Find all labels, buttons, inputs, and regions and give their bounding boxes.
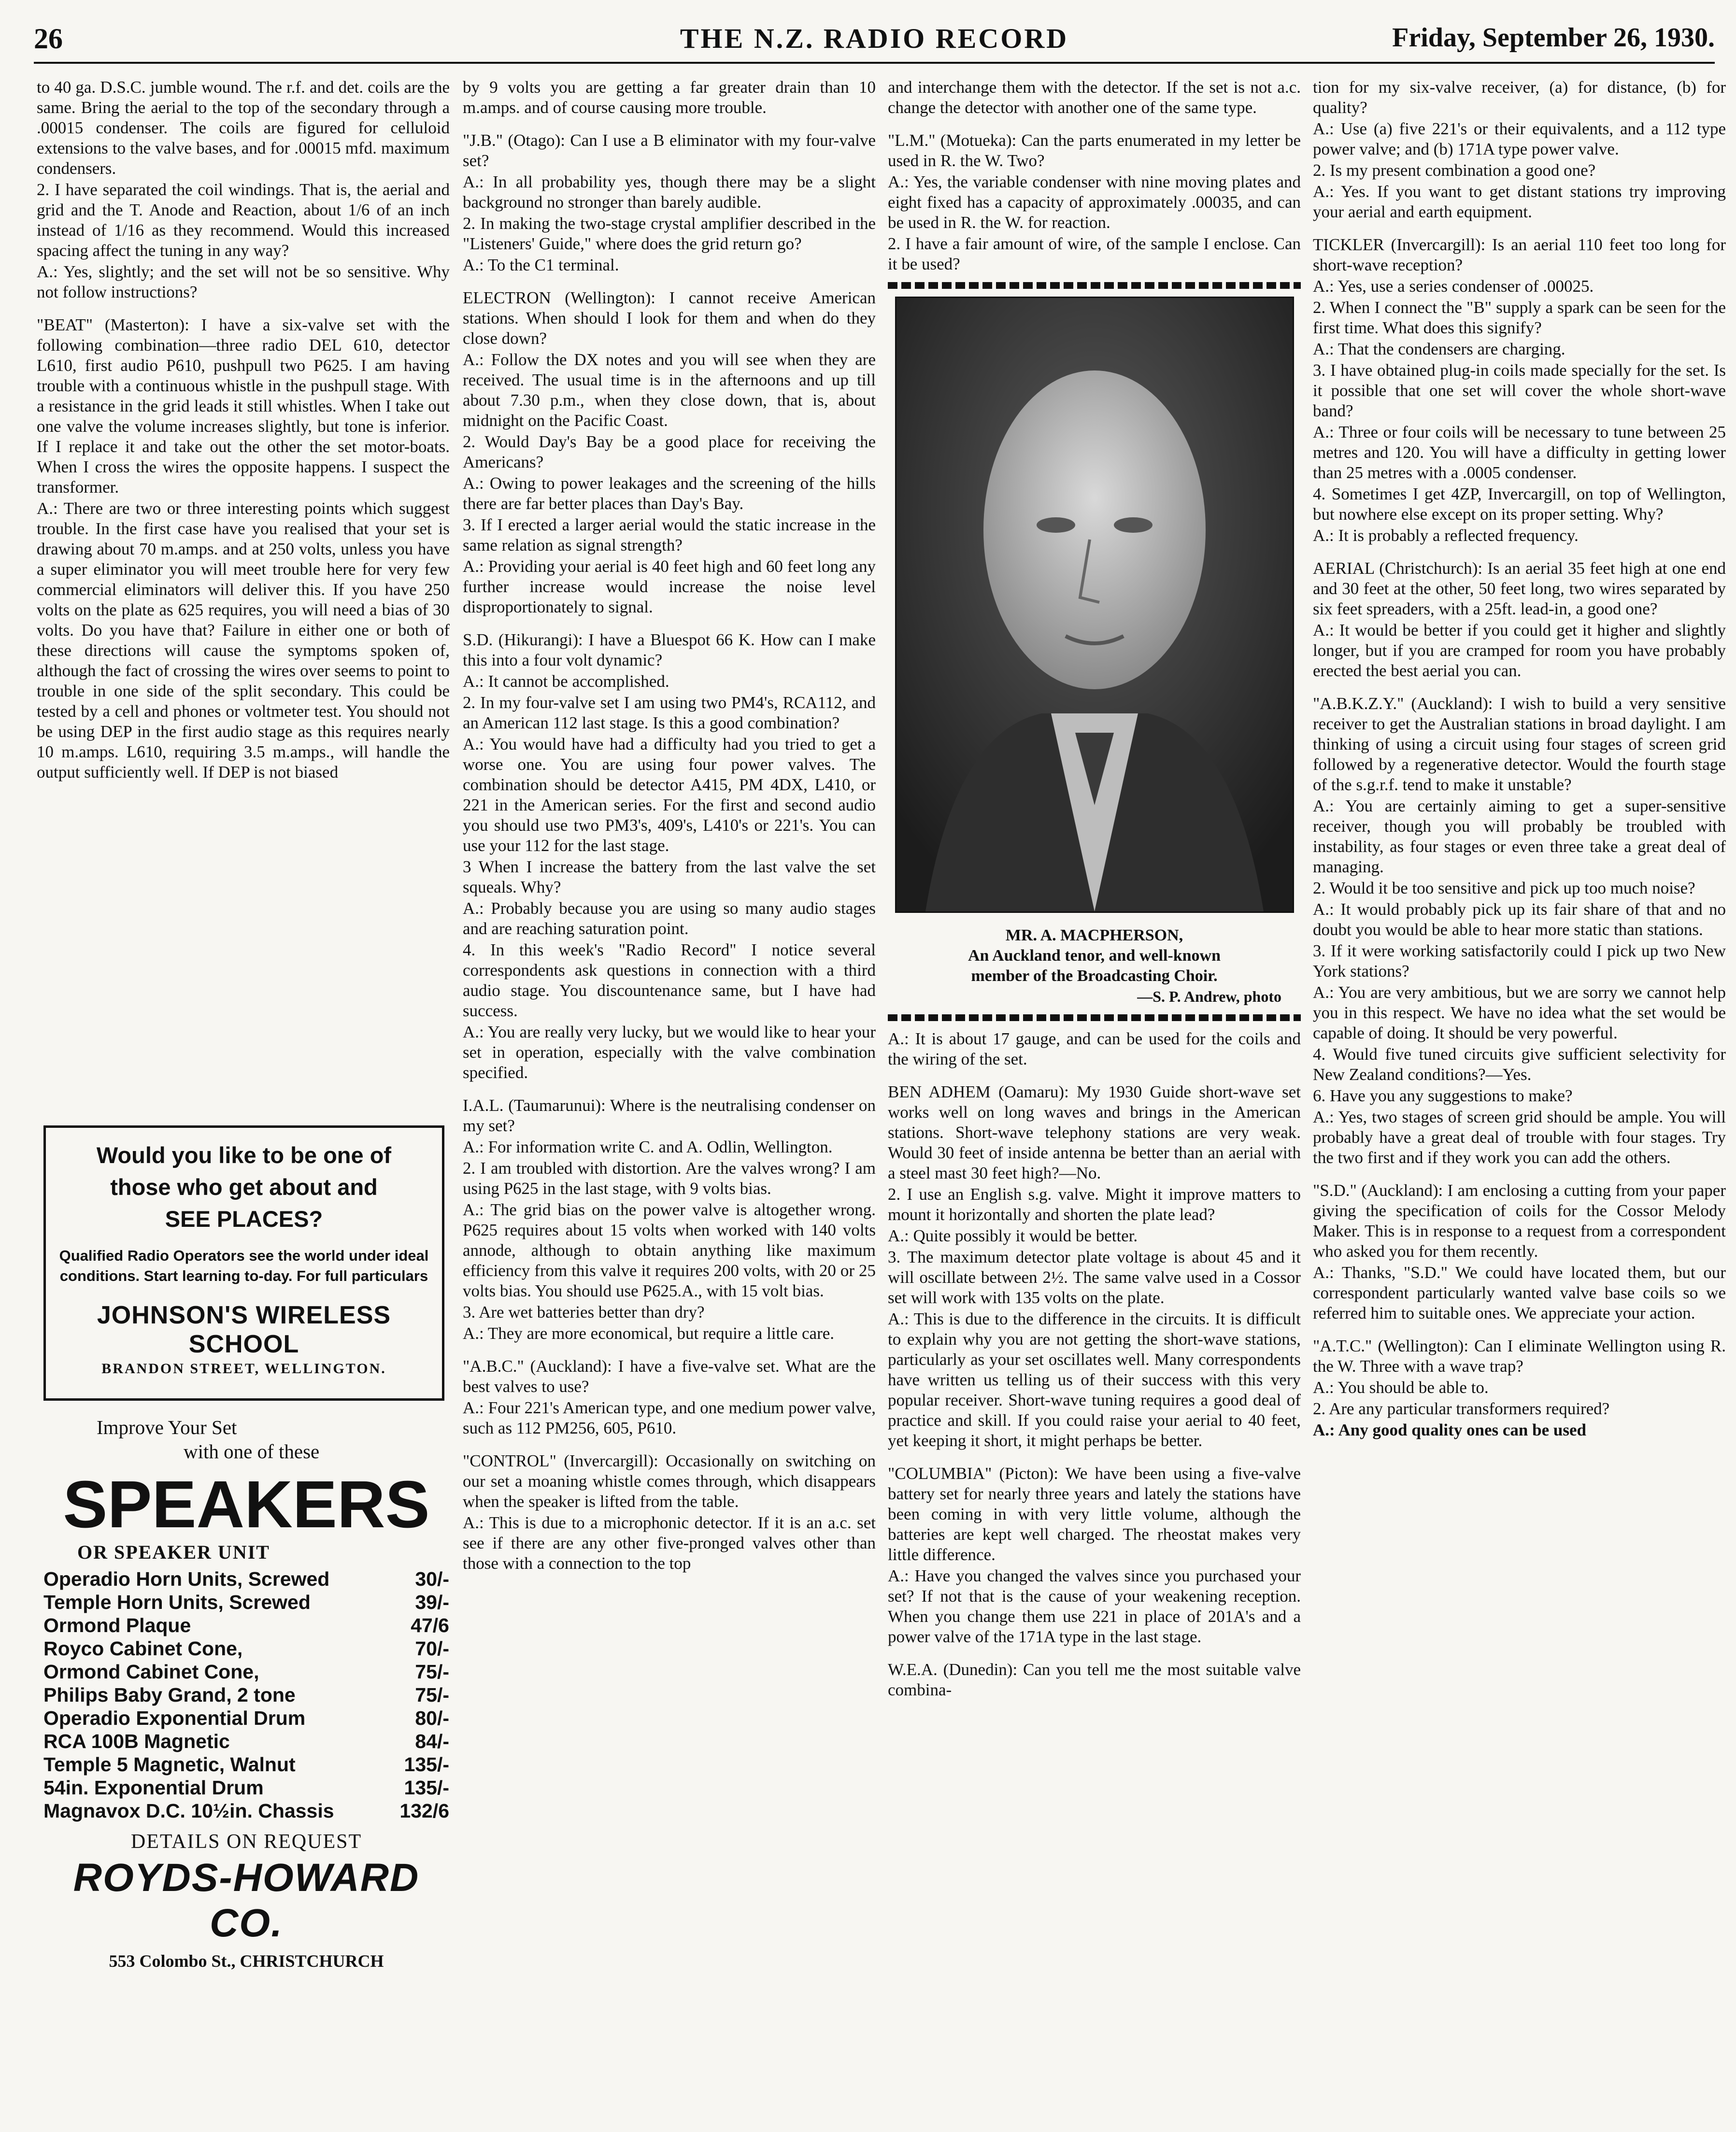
letter-sd-auckland: "S.D." (Auckland): I am enclosing a cutting from your paper giving the specification of coils for the Cossor Melody Maker. This is in response to a request from a correspondent who asked you for them recently. — [1313, 1181, 1726, 1261]
ornamental-rule — [888, 282, 1301, 289]
price-item: Ormond Plaque 47/6 — [43, 1614, 449, 1636]
question: 3. I have obtained plug-in coils made specially for the set. Is it possible that one set will cover the whole short-wave band? — [1313, 361, 1726, 420]
price-item: Temple 5 Magnetic, Walnut 135/- — [43, 1753, 449, 1776]
question: 3. Are wet batteries better than dry? — [463, 1303, 705, 1322]
price-item: 54in. Exponential Drum 135/- — [43, 1777, 449, 1799]
answer: A.: Thanks, "S.D." We could have located them, but our correspondent particularly wanted valve base coils so we referred him to suitable ones. We appreciate your action. — [1313, 1263, 1726, 1322]
headline-line-3: SEE PLACES? — [165, 1206, 323, 1232]
page-number: 26 — [34, 23, 63, 55]
question: 3. If it were working satisfactorily could I pick up two New York stations? — [1313, 941, 1726, 981]
answer: A.: Quite possibly it would be better. — [888, 1226, 1138, 1245]
photo-credit: —S. P. Andrew, photo — [1137, 988, 1281, 1005]
letter-columbia: "COLUMBIA" (Picton): We have been using a five-valve battery set for nearly three years and lately the stations have been coming in with very little volume, although the batteries are kept well charged. The rheostat makes very little difference. — [888, 1464, 1301, 1564]
photo-caption — [888, 925, 1301, 986]
letter-jb: "J.B." (Otago): Can I use a B eliminator with my four-valve set? — [463, 131, 876, 170]
question: 3 When I increase the battery from the last valve the set squeals. Why? — [463, 857, 876, 896]
question: 6. Have you any suggestions to make? — [1313, 1086, 1573, 1105]
answer: A.: It would be better if you could get it higher and slightly longer, but if you are cramped for room you have probably erected the best aerial you can. — [1313, 621, 1726, 680]
question: 2. Are any particular transformers required? — [1313, 1399, 1610, 1418]
letter-atc: "A.T.C." (Wellington): Can I eliminate Wellington using R. the W. Three with a wave trap? — [1313, 1336, 1726, 1376]
masthead — [34, 19, 1715, 68]
letter-abkzy: "A.B.K.Z.Y." (Auckland): I wish to build a very sensitive receiver to get the Australian stations in broad daylight. I am thinking of using a circuit using four stages of screen grid followed by a regenerative detector. Would the fourth stage of the s.g.r.f. tend to make it unstable? — [1313, 694, 1726, 794]
paragraph: to 40 ga. D.S.C. jumble wound. The r.f. and det. coils are the same. Bring the aerial to the top of the secondary through a .00015 condenser. The coils are figured for celluloid extensions to the valve bases, and for .00015 mfd. maximum condensers. — [37, 78, 450, 178]
question: 2. I have separated the coil windings. That is, the aerial and grid and the T. Anode and Reaction, about 1/6 of an inch instead of 1/16 as they recommend. Would this increased spacing affect the tuning in any way? — [37, 180, 450, 260]
answer: A.: The grid bias on the power valve is altogether wrong. P625 requires about 15 volts when worked with 140 volts annode, although to obtain anything like maximum efficiency from this valve it requires 200 volts, with 20 or 25 volts bias. You should use P625.A., with 15 volt bias. — [463, 1200, 876, 1300]
question: 2. I use an English s.g. valve. Might it improve matters to mount it horizontally and shorten the plate lead? — [888, 1185, 1301, 1224]
answer: A.: There are two or three interesting points which suggest trouble. In the first case have you realised that your set is drawing about 70 m.amps. and at 250 volts, unless you have a super eliminator you will meet trouble here for very few commercial eliminators will deliver this. If you have 250 volts on the plate as 625 requires, you will need a bias of 30 volts. Do you have that? Failure in either one or both of these directions will cause the symptoms spoken of, although the fact of crossing the wires over seems to point to trouble in one side of the split secondary. This could be tested by a cell and phones or voltmeter test. You should not be using DEP in the first audio stage as this requires nearly 10 m.amps. L610, requiring 3.5 m.amps., will handle the output sufficiently well. If DEP is not biased — [37, 499, 450, 782]
answer: A.: Yes, use a series condenser of .00025. — [1313, 277, 1594, 296]
advert-school-name: JOHNSON'S WIRELESS SCHOOL — [97, 1301, 391, 1358]
price-item: Magnavox D.C. 10½in. Chassis 132/6 — [43, 1800, 449, 1822]
question: 2. Is my present combination a good one? — [1313, 161, 1596, 180]
price-item: Philips Baby Grand, 2 tone 75/- — [43, 1684, 449, 1706]
question: 2. Would it be too sensitive and pick up too much noise? — [1313, 879, 1695, 897]
caption-name: MR. A. MACPHERSON, — [1005, 926, 1183, 944]
letter-abc: "A.B.C." (Auckland): I have a five-valve set. What are the best valves to use? — [463, 1357, 876, 1396]
answer: A.: Follow the DX notes and you will see when they are received. The usual time is in the afternoons and up till about 7.30 p.m., when they close down, that is, about midnight on the Pacific Coast. — [463, 350, 876, 430]
question: 2. Would Day's Bay be a good place for receiving the Americans? — [463, 432, 876, 471]
portrait-figure — [896, 298, 1293, 911]
answer: A.: To the C1 terminal. — [463, 256, 619, 274]
answer: A.: You are really very lucky, but we would like to hear your set in operation, especially with the valve combination specified. — [463, 1023, 876, 1082]
letter-electron: ELECTRON (Wellington): I cannot receive American stations. When should I look for them and when do they close down? — [463, 288, 876, 348]
answer: A.: Yes, two stages of screen grid should be ample. You will probably have a great deal of trouble with four stages. Try the two first and if they work you can add the others. — [1313, 1108, 1726, 1167]
price-item: Temple Horn Units, Screwed 39/- — [43, 1591, 449, 1613]
price-list — [43, 1567, 449, 1822]
headline-line-1: Would you like to be one of — [96, 1142, 392, 1168]
answer: A.: You should be able to. — [1313, 1378, 1489, 1397]
letter-wea: W.E.A. (Dunedin): Can you tell me the most suitable valve combina- — [888, 1660, 1301, 1699]
johnsons-wireless-advert — [43, 1125, 444, 1401]
answer: A.: Probably because you are using so many audio stages and are reaching saturation point. — [463, 899, 876, 938]
answer: A.: This is due to a microphonic detector. If it is an a.c. set see if there are any other five-pronged valves other than those with a connection to the top — [463, 1513, 876, 1573]
letter-aerial: AERIAL (Christchurch): Is an aerial 35 feet high at one end and 30 feet at the other, 50 feet long, two wires separated by six feet spreaders, with a 25ft. lead-in, a good one? — [1313, 559, 1726, 618]
letter-tickler: TICKLER (Invercargill): Is an aerial 110 feet too long for short-wave reception? — [1313, 235, 1726, 274]
answer: A.: Any good quality ones can be used — [1313, 1421, 1586, 1439]
price-item: Operadio Horn Units, Screwed 30/- — [43, 1568, 449, 1590]
price-item: RCA 100B Magnetic 84/- — [43, 1730, 449, 1752]
paragraph: by 9 volts you are getting a far greater drain than 10 m.amps. and of course causing more trouble. — [463, 78, 876, 117]
caption-line-3: member of the Broadcasting Choir. — [971, 967, 1218, 985]
answer: A.: You would have had a difficulty had you tried to get a worse one. You are using four power valves. The combination should be detector A415, PM 4DX, L410, or 221 in the American series. For the first and second audio you should use two PM3's, 409's, L410's or 221's. You can use your 112 for the last stage. — [463, 735, 876, 855]
letter-beat: "BEAT" (Masterton): I have a six-valve set with the following combination—three radio DEL 610, detector L610, first audio P610, pushpull two P625. I am having trouble with a continuous whistle in the pushpull stage. With a resistance in the grid leads it still whistles. When I take out one valve the volume increases slightly, but tone is inferior. If I replace it and take out the other the set motor-boats. When I cross the wires the opposite happens. I suspect the transformer. — [37, 315, 450, 497]
answer: A.: Owing to power leakages and the screening of the hills there are far better places than Day's Bay. — [463, 474, 876, 513]
details-line: DETAILS ON REQUEST — [130, 1831, 362, 1853]
issue-date: Friday, September 26, 1930. — [1392, 23, 1715, 53]
answer: A.: Use (a) five 221's or their equivalents, and a 112 type power valve; and (b) 171A type power valve. — [1313, 119, 1726, 158]
headline-line-2: those who get about and — [110, 1174, 378, 1200]
question: 4. Would five tuned circuits give sufficient selectivity for New Zealand conditions?—Yes. — [1313, 1045, 1726, 1084]
publication-title: THE N.Z. RADIO RECORD — [680, 23, 1069, 54]
answer: A.: Providing your aerial is 40 feet high and 60 feet long any further increase would increase the noise level disproportionately to signal. — [463, 557, 876, 616]
ornamental-rule — [888, 1014, 1301, 1021]
letter-ial: I.A.L. (Taumarunui): Where is the neutralising condenser on my set? — [463, 1096, 876, 1135]
speakers-advert — [43, 1415, 449, 2116]
answer: A.: You are certainly aiming to get a super-sensitive receiver, though you will probably be troubled with instability, as four stages or even three take a great deal of managing. — [1313, 796, 1726, 876]
answer: A.: Four 221's American type, and one medium power valve, such as 112 PM256, 605, P610. — [463, 1398, 876, 1437]
answer: A.: You are very ambitious, but we are sorry we cannot help you in this respect. We have no idea what the set would be capable of doing. It should be very powerful. — [1313, 983, 1726, 1042]
portrait-photo — [895, 297, 1294, 913]
advert-intro-line-2: with one of these — [184, 1440, 320, 1463]
paragraph: and interchange them with the detector. If the set is not a.c. change the detector with another one of the same type. — [888, 78, 1301, 117]
company-address: 553 Colombo St., CHRISTCHURCH — [109, 1951, 384, 1971]
price-item: Operadio Exponential Drum 80/- — [43, 1707, 449, 1729]
letter-sd-hikurangi: S.D. (Hikurangi): I have a Bluespot 66 K. How can I make this into a four volt dynamic? — [463, 630, 876, 669]
question: 3. If I erected a larger aerial would the static increase in the same relation as signal strength? — [463, 515, 876, 554]
answer: A.: It cannot be accomplished. — [463, 672, 669, 691]
answer: A.: Yes, the variable condenser with nine moving plates and eight fixed has a capacity of approximately .00035, and can be used in R. the W. for reaction. — [888, 172, 1301, 232]
advert-address: BRANDON STREET, WELLINGTON. — [101, 1361, 386, 1377]
answer: A.: For information write C. and A. Odlin, Wellington. — [463, 1137, 833, 1156]
advert-intro-line-1: Improve Your Set — [97, 1416, 237, 1438]
price-item: Ormond Cabinet Cone, 75/- — [43, 1661, 449, 1683]
advert-body: Qualified Radio Operators see the world under ideal conditions. Start learning to-day. For full particulars — [59, 1247, 429, 1284]
caption-line-2: An Auckland tenor, and well-known — [968, 947, 1221, 965]
advert-subhead: OR SPEAKER UNIT — [77, 1541, 270, 1563]
letter-ben-adhem: BEN ADHEM (Oamaru): My 1930 Guide short-wave set works well on long waves and brings in the American stations. Short-wave telephony stations are very weak. Would 30 feet of inside antenna be better than an aerial with a steel mast 30 feet high?—No. — [888, 1082, 1301, 1182]
question: 2. When I connect the "B" supply a spark can be seen for the first time. What does this signify? — [1313, 298, 1726, 337]
answer: A.: Have you changed the valves since you purchased your set? If not that is the cause of your weakening reception. When you change them use 221 in place of 201A's and a power valve of the 171A type in the last stage. — [888, 1566, 1301, 1646]
question: 2. I am troubled with distortion. Are the valves wrong? I am using P625 in the last stage, with 9 volts bias. — [463, 1159, 876, 1198]
masthead-rule — [34, 62, 1715, 64]
question: 3. The maximum detector plate voltage is about 45 and it will oscillate between 2½. The same valve used in a Cossor set will work with 135 volts on the plate. — [888, 1248, 1301, 1307]
question: 4. In this week's "Radio Record" I notice several correspondents ask questions in connection with a third audio stage. You discountenance same, but I have had success. — [463, 940, 876, 1020]
company-name: ROYDS-HOWARD CO. — [73, 1856, 420, 1945]
answer: A.: Yes, slightly; and the set will not be so sensitive. Why not follow instructions? — [37, 262, 450, 301]
answer: A.: This is due to the difference in the circuits. It is difficult to explain why you are not getting the short-wave stations, particularly as your set oscillates well. Many correspondents have written us telling us of their success with this very popular receiver. Short-wave tuning requires a good deal of practice and skill. If you could raise your aerial to 40 feet, yet keeping it short, it might perhaps be better. — [888, 1309, 1301, 1450]
advert-headline: SPEAKERS — [63, 1467, 430, 1542]
answer: A.: Three or four coils will be necessary to tune between 25 metres and 120. You will have a difficulty in getting lower than 25 metres with a .0005 condenser. — [1313, 423, 1726, 482]
letter-lm: "L.M." (Motueka): Can the parts enumerated in my letter be used in R. the W. Two? — [888, 131, 1301, 170]
question: 4. Sometimes I get 4ZP, Invercargill, on top of Wellington, but nowhere else except on its proper setting. Why? — [1313, 484, 1726, 524]
price-item: Royco Cabinet Cone, 70/- — [43, 1637, 449, 1660]
column-4 — [1313, 77, 1726, 2111]
answer: A.: It is probably a reflected frequency. — [1313, 526, 1579, 545]
paragraph: tion for my six-valve receiver, (a) for distance, (b) for quality? — [1313, 78, 1726, 117]
answer: A.: They are more economical, but require a little care. — [463, 1324, 835, 1343]
letter-control: "CONTROL" (Invercargill): Occasionally on switching on our set a moaning whistle comes through, which disappears when the speaker is lifted from the table. — [463, 1451, 876, 1511]
answer: A.: In all probability yes, though there may be a slight background no stronger than barely audible. — [463, 172, 876, 212]
question: 2. I have a fair amount of wire, of the sample I enclose. Can it be used? — [888, 234, 1301, 273]
answer: A.: That the condensers are charging. — [1313, 340, 1565, 358]
column-3 — [888, 77, 1301, 2111]
question: 2. In making the two-stage crystal amplifier described in the "Listeners' Guide," where does the grid return go? — [463, 214, 876, 253]
answer: A.: It would probably pick up its fair share of that and no doubt you would be able to hear more static than stations. — [1313, 900, 1726, 939]
answer: A.: Yes. If you want to get distant stations try improving your aerial and earth equipment. — [1313, 182, 1726, 221]
advert-headline — [46, 1139, 442, 1235]
answer: A.: It is about 17 gauge, and can be used for the coils and the wiring of the set. — [888, 1029, 1301, 1068]
question: 2. In my four-valve set I am using two PM4's, RCA112, and an American 112 last stage. Is this a good combination? — [463, 693, 876, 732]
column-2 — [463, 77, 876, 2111]
